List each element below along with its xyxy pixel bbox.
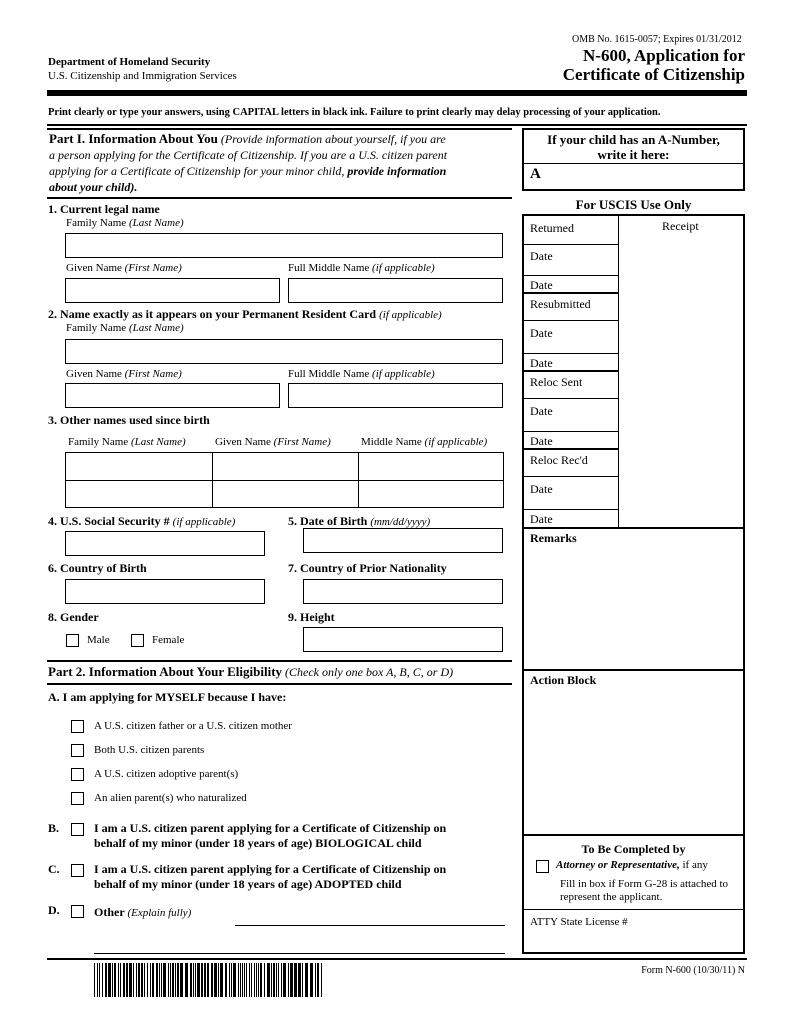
barcode-bar <box>204 963 206 997</box>
returned-date-2: Date <box>530 278 553 292</box>
receipt-divider <box>618 216 619 528</box>
q3-row2-family-input[interactable] <box>66 481 212 507</box>
q3-names-table <box>65 452 504 508</box>
option-d-line-2[interactable] <box>94 953 505 954</box>
option-a1-checkbox[interactable] <box>71 720 84 733</box>
instructions: Print clearly or type your answers, using CAPITAL letters in black ink. Failure to print clearly may delay processing of your application. <box>48 107 661 118</box>
q3-label: 3. Other names used since birth <box>48 413 210 427</box>
barcode-bar <box>150 963 151 997</box>
barcode-bar <box>133 963 134 997</box>
barcode-bar <box>238 963 239 997</box>
barcode-bar <box>94 963 95 997</box>
barcode-bar <box>170 963 171 997</box>
barcode-bar <box>321 963 322 997</box>
reloc-sent-date-2: Date <box>530 434 553 448</box>
barcode-bar <box>273 963 275 997</box>
barcode-bar <box>99 963 100 997</box>
reloc-sent-label: Reloc Sent <box>530 375 583 389</box>
returned-label: Returned <box>530 221 574 235</box>
option-a3-checkbox[interactable] <box>71 768 84 781</box>
q1-given-name-input[interactable] <box>65 278 280 303</box>
barcode-bar <box>190 963 192 997</box>
barcode-bar <box>172 963 174 997</box>
barcode-bar <box>118 963 119 997</box>
barcode-bar <box>207 963 209 997</box>
barcode-bar <box>264 963 265 997</box>
option-d-letter: D. <box>48 903 60 917</box>
option-a1-label: A U.S. citizen father or a U.S. citizen mother <box>94 720 292 732</box>
attorney-rule <box>524 834 743 836</box>
instructions-rule <box>47 124 747 126</box>
barcode-bar <box>283 963 286 997</box>
option-b-checkbox[interactable] <box>71 823 84 836</box>
barcode-bar <box>249 963 250 997</box>
barcode-bar <box>197 963 200 997</box>
footer-rule <box>47 958 747 960</box>
q6-label: 6. Country of Birth <box>48 561 147 575</box>
part1-heading-block <box>49 131 499 195</box>
option-a2-label: Both U.S. citizen parents <box>94 744 205 756</box>
part1-heading: Part I. Information About You <box>49 131 218 146</box>
atty-license-input[interactable] <box>524 930 743 952</box>
barcode-bar <box>114 963 116 997</box>
barcode-bar <box>242 963 243 997</box>
q7-label: 7. Country of Prior Nationality <box>288 561 447 575</box>
reloc-sent-date-1: Date <box>530 404 553 418</box>
uscis-rule <box>524 431 618 432</box>
agency: U.S. Citizenship and Immigration Services <box>48 70 237 82</box>
barcode-bar <box>175 963 176 997</box>
barcode-bar <box>147 963 148 997</box>
barcode-bar <box>102 963 103 997</box>
g28-instructions: Fill in box if Form G-28 is attached to represent the applicant. <box>560 878 729 903</box>
resubmitted-date-2: Date <box>530 356 553 370</box>
barcode-bar <box>254 963 255 997</box>
height-input[interactable] <box>303 627 503 652</box>
q9-label: 9. Height <box>288 610 335 624</box>
barcode-bar <box>185 963 188 997</box>
gender-male-checkbox[interactable] <box>66 634 79 647</box>
barcode-bar <box>201 963 203 997</box>
barcode-bar <box>123 963 125 997</box>
barcode-bar <box>281 963 282 997</box>
prior-nationality-input[interactable] <box>303 579 503 604</box>
q3-row2-middle-input[interactable] <box>359 481 503 507</box>
q3-row1-given-input[interactable] <box>213 453 358 480</box>
barcode <box>94 963 324 997</box>
action-block-rule <box>524 669 743 671</box>
part1-bottom-rule <box>47 197 512 199</box>
uscis-rule <box>524 476 618 477</box>
barcode-bar <box>256 963 257 997</box>
barcode-bar <box>152 963 154 997</box>
barcode-bar <box>246 963 247 997</box>
action-block-label: Action Block <box>530 673 597 687</box>
atty-license-label: ATTY State License # <box>530 916 628 928</box>
barcode-bar <box>233 963 236 997</box>
part2-heading: Part 2. Information About Your Eligibility <box>48 664 283 679</box>
part1-intro-4: about your child). <box>49 180 138 194</box>
a-number-box <box>522 128 745 191</box>
barcode-bar <box>177 963 179 997</box>
option-d-text: Other (Explain fully) <box>94 905 192 919</box>
resubmitted-label: Resubmitted <box>530 297 591 311</box>
option-a4-label: An alien parent(s) who naturalized <box>94 792 247 804</box>
gender-female-checkbox[interactable] <box>131 634 144 647</box>
uscis-rule <box>524 244 618 245</box>
reloc-recd-date-2: Date <box>530 512 553 526</box>
q4-label: 4. U.S. Social Security # (if applicable) <box>48 514 236 528</box>
barcode-bar <box>108 963 111 997</box>
receipt-label: Receipt <box>662 219 699 233</box>
to-be-completed-label: To Be Completed by <box>581 842 686 856</box>
q1-middle-label: Full Middle Name (if applicable) <box>288 262 435 274</box>
q5-label: 5. Date of Birth (mm/dd/yyyy) <box>288 514 431 528</box>
gender-male-label: Male <box>87 634 110 646</box>
omb-number: OMB No. 1615-0057; Expires 01/31/2012 <box>572 34 742 45</box>
barcode-bar <box>251 963 252 997</box>
barcode-bar <box>214 963 217 997</box>
a-number-heading: If your child has an A-Number, write it here: <box>547 132 720 162</box>
barcode-bar <box>317 963 319 997</box>
option-a4-checkbox[interactable] <box>71 792 84 805</box>
resubmitted-date-1: Date <box>530 326 553 340</box>
option-b-letter: B. <box>48 821 60 835</box>
part2-hint: (Check only one box A, B, C, or D) <box>285 665 454 679</box>
a-number-divider <box>524 163 743 164</box>
barcode-bar <box>310 963 313 997</box>
barcode-bar <box>163 963 166 997</box>
part2-top-rule <box>47 660 512 662</box>
q3-row2-given-input[interactable] <box>213 481 358 507</box>
ssn-input[interactable] <box>65 531 265 556</box>
option-d-line-1[interactable] <box>235 925 505 926</box>
barcode-bar <box>211 963 213 997</box>
option-c-letter: C. <box>48 862 60 876</box>
barcode-bar <box>267 963 270 997</box>
barcode-bar <box>105 963 107 997</box>
part2-bottom-rule <box>47 683 512 685</box>
attorney-label: Attorney or Representative, if any <box>556 859 708 871</box>
barcode-bar <box>156 963 158 997</box>
returned-date-1: Date <box>530 249 553 263</box>
reloc-recd-date-1: Date <box>530 482 553 496</box>
uscis-rule <box>524 398 618 399</box>
uscis-panel <box>522 214 745 954</box>
barcode-bar <box>271 963 272 997</box>
part2-heading-block <box>48 664 453 680</box>
barcode-bar <box>218 963 219 997</box>
barcode-bar <box>136 963 137 997</box>
barcode-bar <box>288 963 289 997</box>
part1-intro-3b: provide information <box>347 164 447 178</box>
q2-label: 2. Name exactly as it appears on your Permanent Resident Card (if applicable) <box>48 307 442 321</box>
barcode-bar <box>161 963 162 997</box>
q1-middle-name-input[interactable] <box>288 278 503 303</box>
barcode-bar <box>168 963 169 997</box>
barcode-bar <box>231 963 232 997</box>
q2-given-name-input[interactable] <box>65 383 280 408</box>
form-id: Form N-600 (10/30/11) N <box>641 965 745 976</box>
g28-checkbox[interactable] <box>536 860 549 873</box>
atty-license-rule <box>524 909 743 910</box>
barcode-bar <box>193 963 194 997</box>
barcode-bar <box>144 963 145 997</box>
q1-family-name-input[interactable] <box>65 233 503 258</box>
a-number-prefix: A <box>530 166 541 182</box>
barcode-bar <box>276 963 277 997</box>
q1-family-label: Family Name (Last Name) <box>66 217 184 229</box>
form-title-line1: N-600, Application for <box>583 46 745 65</box>
q2-given-label: Given Name (First Name) <box>66 368 182 380</box>
barcode-bar <box>298 963 301 997</box>
part1-top-rule <box>47 128 512 130</box>
q1-label: 1. Current legal name <box>48 202 160 216</box>
uscis-rule <box>524 448 618 450</box>
barcode-bar <box>97 963 98 997</box>
remarks-label: Remarks <box>530 531 577 545</box>
gender-female-label: Female <box>152 634 185 646</box>
barcode-bar <box>180 963 183 997</box>
uscis-rule <box>524 370 618 372</box>
q2-middle-label: Full Middle Name (if applicable) <box>288 368 435 380</box>
q1-given-label: Given Name (First Name) <box>66 262 182 274</box>
part1-intro-2: a person applying for the Certificate of Citizenship. If you are a U.S. citizen parent <box>49 148 448 162</box>
barcode-bar <box>159 963 160 997</box>
form-title-line2: Certificate of Citizenship <box>562 65 745 84</box>
part1-intro-3: applying for a Certificate of Citizenship for your minor child, <box>49 164 345 178</box>
barcode-bar <box>302 963 303 997</box>
q2-family-label: Family Name (Last Name) <box>66 322 184 334</box>
option-d-checkbox[interactable] <box>71 905 84 918</box>
q3-given-header: Given Name (First Name) <box>215 436 331 448</box>
a-number-input[interactable] <box>546 165 741 187</box>
country-of-birth-input[interactable] <box>65 579 265 604</box>
barcode-bar <box>244 963 245 997</box>
uscis-rule <box>524 320 618 321</box>
barcode-bar <box>305 963 308 997</box>
barcode-bar <box>260 963 262 997</box>
barcode-bar <box>225 963 227 997</box>
barcode-bar <box>258 963 259 997</box>
uscis-rule <box>524 353 618 354</box>
q8-label: 8. Gender <box>48 610 99 624</box>
option-c-text: I am a U.S. citizen parent applying for a Certificate of Citizenship on behalf of my minor (under 18 years of age) ADOPTED child <box>94 862 447 891</box>
barcode-bar <box>120 963 121 997</box>
part1-intro-1: (Provide information about yourself, if you are <box>220 132 446 146</box>
q3-middle-header: Middle Name (if applicable) <box>361 436 488 448</box>
reloc-recd-label: Reloc Rec'd <box>530 453 588 467</box>
barcode-bar <box>112 963 113 997</box>
option-a2-checkbox[interactable] <box>71 744 84 757</box>
uscis-rule <box>524 292 618 294</box>
barcode-bar <box>126 963 128 997</box>
remarks-rule <box>524 527 743 529</box>
barcode-bar <box>129 963 132 997</box>
department: Department of Homeland Security <box>48 56 211 68</box>
barcode-bar <box>141 963 143 997</box>
remarks-area[interactable] <box>524 546 743 668</box>
barcode-bar <box>220 963 223 997</box>
dob-input[interactable] <box>303 528 503 553</box>
q3-row1-family-input[interactable] <box>66 453 212 480</box>
uscis-title: For USCIS Use Only <box>575 197 692 212</box>
q2-middle-name-input[interactable] <box>288 383 503 408</box>
uscis-rule <box>524 275 618 276</box>
header-rule <box>47 90 747 96</box>
option-b-text: I am a U.S. citizen parent applying for a Certificate of Citizenship on behalf of my minor (under 18 years of age) BIOLOGICAL child <box>94 821 447 850</box>
option-c-checkbox[interactable] <box>71 864 84 877</box>
action-block-area[interactable] <box>524 688 743 833</box>
barcode-bar <box>278 963 279 997</box>
barcode-bar <box>240 963 241 997</box>
barcode-bar <box>315 963 316 997</box>
option-a-label: A. I am applying for MYSELF because I have: <box>48 690 287 704</box>
barcode-bar <box>294 963 297 997</box>
barcode-bar <box>195 963 196 997</box>
barcode-bar <box>138 963 140 997</box>
q3-row1-middle-input[interactable] <box>359 453 503 480</box>
q3-family-header: Family Name (Last Name) <box>68 436 186 448</box>
q2-family-name-input[interactable] <box>65 339 503 364</box>
barcode-bar <box>290 963 293 997</box>
option-a3-label: A U.S. citizen adoptive parent(s) <box>94 768 239 780</box>
uscis-rule <box>524 509 618 510</box>
barcode-bar <box>229 963 230 997</box>
